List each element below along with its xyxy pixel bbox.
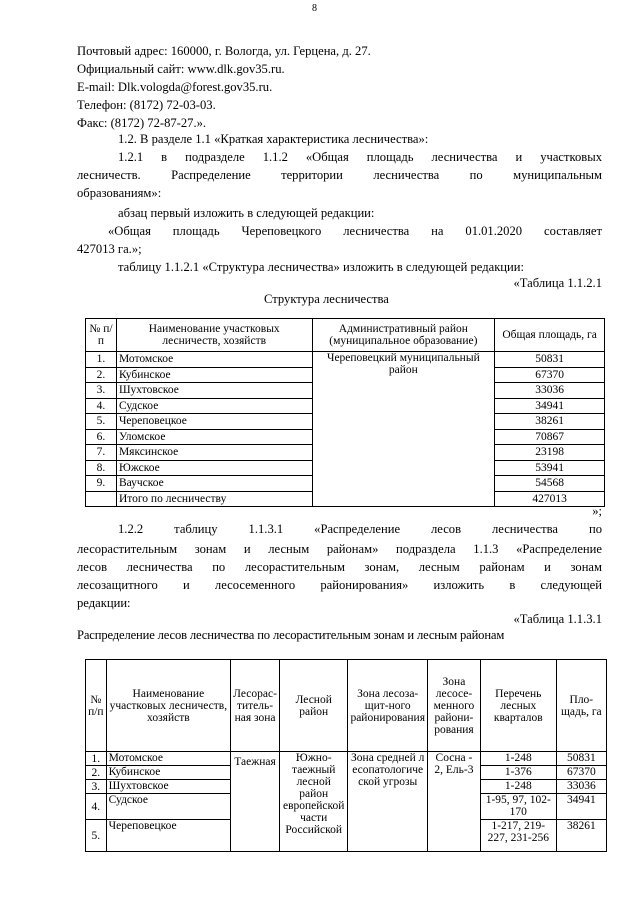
district-cell: Череповецкий муниципальный район bbox=[312, 352, 495, 507]
row-num: 4. bbox=[86, 794, 107, 820]
table1-intro: таблицу 1.1.2.1 «Структура лесничества» изложить в следующей редакции: bbox=[118, 260, 525, 274]
paragraph-abzac: абзац первый изложить в следующей редакции: bbox=[118, 206, 375, 220]
t2-header-quarters: Перечень лесных кварталов bbox=[480, 660, 556, 752]
quote-line1: «Общая площадь Череповецкого лесничества на 01.01.2020 составляет bbox=[108, 224, 602, 238]
paragraph-1-2-2-line5: редакции: bbox=[77, 596, 131, 610]
row-name: Череповецкое bbox=[106, 820, 230, 852]
paragraph-1-2-2-line2: лесорастительным зонам и лесным районам» подраздела 1.1.3 «Распределение bbox=[77, 542, 602, 556]
row-name: Кубинское bbox=[116, 367, 312, 383]
row-area: 23198 bbox=[495, 445, 605, 461]
seed-cell: Сосна - 2, Ель-3 bbox=[427, 752, 480, 852]
row-area: 50831 bbox=[495, 352, 605, 368]
total-num bbox=[86, 491, 117, 507]
table2-label: «Таблица 1.1.3.1 bbox=[513, 612, 602, 626]
row-quarters: 1-248 bbox=[480, 752, 556, 766]
row-quarters: 1-95, 97, 102-170 bbox=[480, 794, 556, 820]
row-quarters: 1-217, 219-227, 231-256 bbox=[480, 820, 556, 852]
email-line: E-mail: Dlk.vologda@forest.gov35.ru. bbox=[77, 80, 273, 94]
website-line: Официальный сайт: www.dlk.gov35.ru. bbox=[77, 62, 285, 76]
paragraph-1-2-1-line3: образованиям»: bbox=[77, 186, 162, 200]
quote-line2: 427013 га.»; bbox=[77, 242, 142, 256]
row-name: Шухтовское bbox=[106, 780, 230, 794]
table-row bbox=[86, 752, 607, 766]
protect-cell: Зона средней лесопатологической угрозы bbox=[348, 752, 428, 852]
row-quarters: 1-376 bbox=[480, 766, 556, 780]
row-name: Кубинское bbox=[106, 766, 230, 780]
row-num: 5. bbox=[86, 414, 117, 430]
paragraph-1-2: 1.2. В разделе 1.1 «Краткая характеристика лесничества»: bbox=[118, 132, 429, 146]
row-name: Ваучское bbox=[116, 476, 312, 492]
header-area: Общая площадь, га bbox=[495, 319, 605, 352]
t2-header-name: Наименование участковых лесничеств, хозяйств bbox=[106, 660, 230, 752]
row-area: 54568 bbox=[495, 476, 605, 492]
row-name: Череповецкое bbox=[116, 414, 312, 430]
row-name: Мяксинское bbox=[116, 445, 312, 461]
t2-header-region: Лесной район bbox=[280, 660, 348, 752]
row-num: 4. bbox=[86, 398, 117, 414]
row-area: 38261 bbox=[556, 820, 606, 852]
paragraph-1-2-2-line4: лесозащитного и лесосеменного районирования» изложить в следующей bbox=[77, 578, 602, 592]
row-name: Мотомское bbox=[116, 352, 312, 368]
row-name: Судское bbox=[116, 398, 312, 414]
table1-title: Структура лесничества bbox=[264, 292, 389, 306]
row-name: Южское bbox=[116, 460, 312, 476]
header-num: № п/п bbox=[86, 319, 117, 352]
row-name: Уломское bbox=[116, 429, 312, 445]
phone-line: Телефон: (8172) 72-03-03. bbox=[77, 98, 216, 112]
region-cell: Южно-таежный лесной район европейской части Российской bbox=[280, 752, 348, 852]
table-row bbox=[86, 352, 605, 368]
paragraph-1-2-2-line1: 1.2.2 таблицу 1.1.3.1 «Распределение лесов лесничества по bbox=[118, 522, 602, 536]
t2-header-protect: Зона лесоза-щит-ного районирования bbox=[348, 660, 428, 752]
row-area: 33036 bbox=[556, 780, 606, 794]
row-area: 67370 bbox=[556, 766, 606, 780]
paragraph-1-2-1-line2: лесничеств. Распределение территории лесничества по муниципальным bbox=[77, 168, 602, 182]
row-area: 53941 bbox=[495, 460, 605, 476]
row-num: 8. bbox=[86, 460, 117, 476]
total-value: 427013 bbox=[495, 491, 605, 507]
page-number: 8 bbox=[312, 3, 317, 14]
row-area: 70867 bbox=[495, 429, 605, 445]
row-num: 6. bbox=[86, 429, 117, 445]
row-num: 3. bbox=[86, 383, 117, 399]
row-num: 5. bbox=[86, 820, 107, 852]
header-name: Наименование участковых лесничеств, хозяйств bbox=[116, 319, 312, 352]
row-area: 34941 bbox=[495, 398, 605, 414]
fax-line: Факс: (8172) 72-87-27.». bbox=[77, 116, 207, 130]
t2-header-seed: Зона лесосе-менного райони-рования bbox=[427, 660, 480, 752]
row-area: 50831 bbox=[556, 752, 606, 766]
table1-label: «Таблица 1.1.2.1 bbox=[513, 276, 602, 290]
row-num: 3. bbox=[86, 780, 107, 794]
zone-cell: Таежная bbox=[231, 752, 280, 852]
row-quarters: 1-248 bbox=[480, 780, 556, 794]
row-area: 67370 bbox=[495, 367, 605, 383]
postal-address: Почтовый адрес: 160000, г. Вологда, ул. Герцена, д. 27. bbox=[77, 44, 371, 58]
row-area: 33036 bbox=[495, 383, 605, 399]
t2-header-num: № п/п bbox=[86, 660, 107, 752]
header-district: Административный район (муниципальное образование) bbox=[312, 319, 495, 352]
table2-title: Распределение лесов лесничества по лесорастительным зонам и лесным районам bbox=[77, 628, 505, 642]
table1-closing: »; bbox=[592, 504, 602, 518]
row-area: 38261 bbox=[495, 414, 605, 430]
row-name: Судское bbox=[106, 794, 230, 820]
row-name: Мотомское bbox=[106, 752, 230, 766]
row-num: 2. bbox=[86, 367, 117, 383]
row-num: 9. bbox=[86, 476, 117, 492]
structure-table bbox=[85, 318, 605, 507]
row-num: 1. bbox=[86, 352, 117, 368]
row-num: 1. bbox=[86, 752, 107, 766]
row-num: 2. bbox=[86, 766, 107, 780]
t2-header-area: Пло-щадь, га bbox=[556, 660, 606, 752]
distribution-table bbox=[85, 659, 607, 852]
row-area: 34941 bbox=[556, 794, 606, 820]
row-name: Шухтовское bbox=[116, 383, 312, 399]
t2-header-zone: Лесорас-титель-ная зона bbox=[231, 660, 280, 752]
paragraph-1-2-2-line3: лесов лесничества по лесорастительным зонам, лесным районам и зонам bbox=[77, 560, 602, 574]
paragraph-1-2-1-line1: 1.2.1 в подразделе 1.1.2 «Общая площадь лесничества и участковых bbox=[118, 150, 602, 164]
total-label: Итого по лесничеству bbox=[116, 491, 312, 507]
row-num: 7. bbox=[86, 445, 117, 461]
